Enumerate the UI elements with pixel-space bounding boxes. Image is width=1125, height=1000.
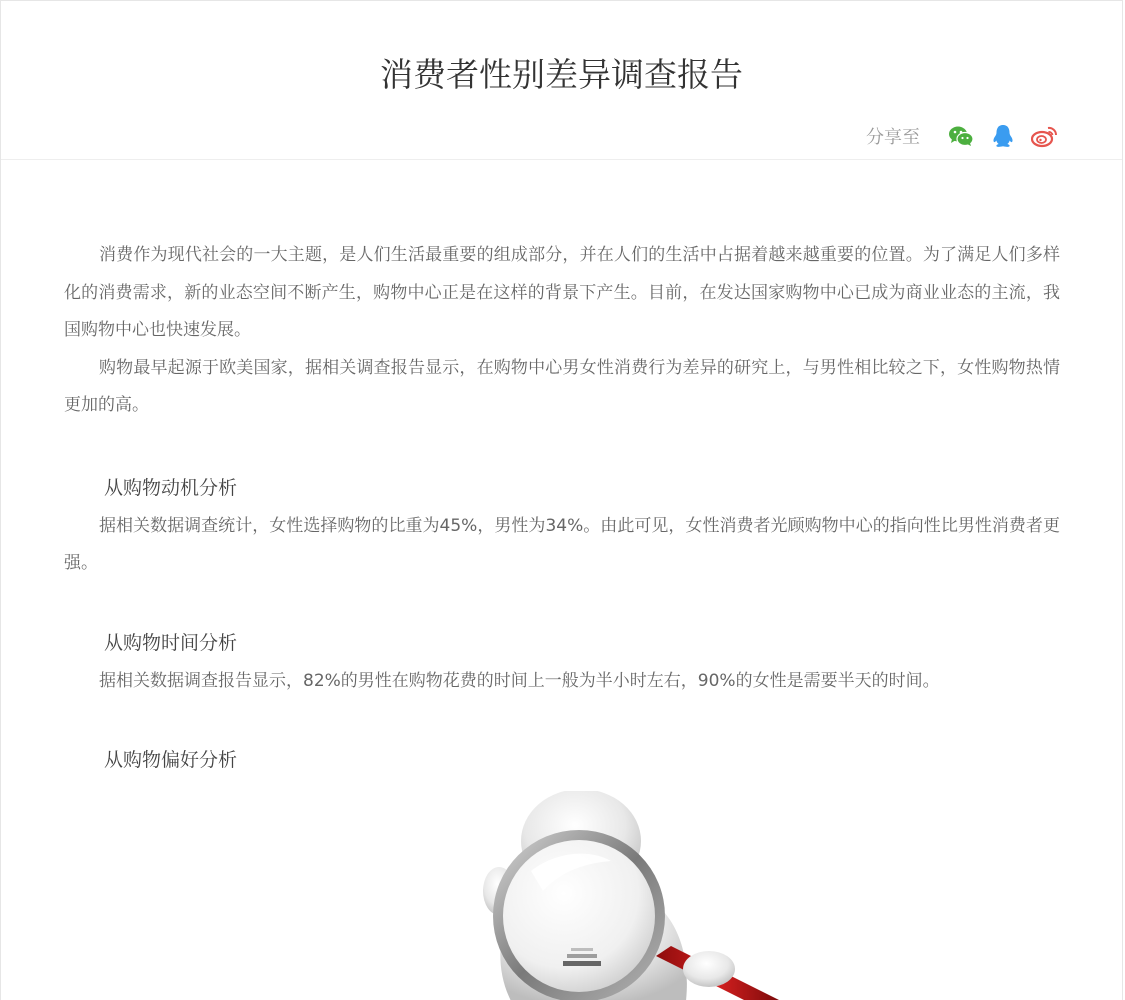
qq-icon[interactable] <box>988 122 1018 150</box>
section-heading-motivation: 从购物动机分析 <box>104 476 238 499</box>
weibo-icon[interactable] <box>1030 122 1060 150</box>
intro-paragraph-1: 消费作为现代社会的一大主题，是人们生活最重要的组成部分，并在人们的生活中占据着越来越重要的位置。为了满足人们多样化的消费需求，新的业态空间不断产生，购物中心正是在这样的背景下产生。目前，在发达国家购物中心已成为商业业态的主流，我国购物中心也快速发展。 <box>64 245 1060 340</box>
section-text-time: 据相关数据调查报告显示，82%的男性在购物花费的时间上一般为半小时左右，90%的女性是需要半天的时间。 <box>99 670 940 691</box>
wechat-icon[interactable] <box>946 122 976 150</box>
page-title: 消费者性别差异调查报告 <box>380 55 743 94</box>
share-bar <box>866 122 1060 150</box>
article-header <box>1 1 1122 160</box>
section-heading-preference: 从购物偏好分析 <box>104 749 238 771</box>
intro-paragraph-2: 购物最早起源于欧美国家，据相关调查报告显示，在购物中心男女性消费行为差异的研究上，与男性相比较之下，女性购物热情更加的高。 <box>64 357 1060 415</box>
section-text-motivation: 据相关数据调查统计，女性选择购物的比重为45%，男性为34%。由此可见，女性消费者光顾购物中心的指向性比男性消费者更强。 <box>64 515 1060 573</box>
magnifying-glass-figure-image <box>461 791 819 1000</box>
share-label: 分享至 <box>866 127 920 148</box>
section-heading-time: 从购物时间分析 <box>104 631 238 654</box>
article-body <box>64 237 1060 780</box>
